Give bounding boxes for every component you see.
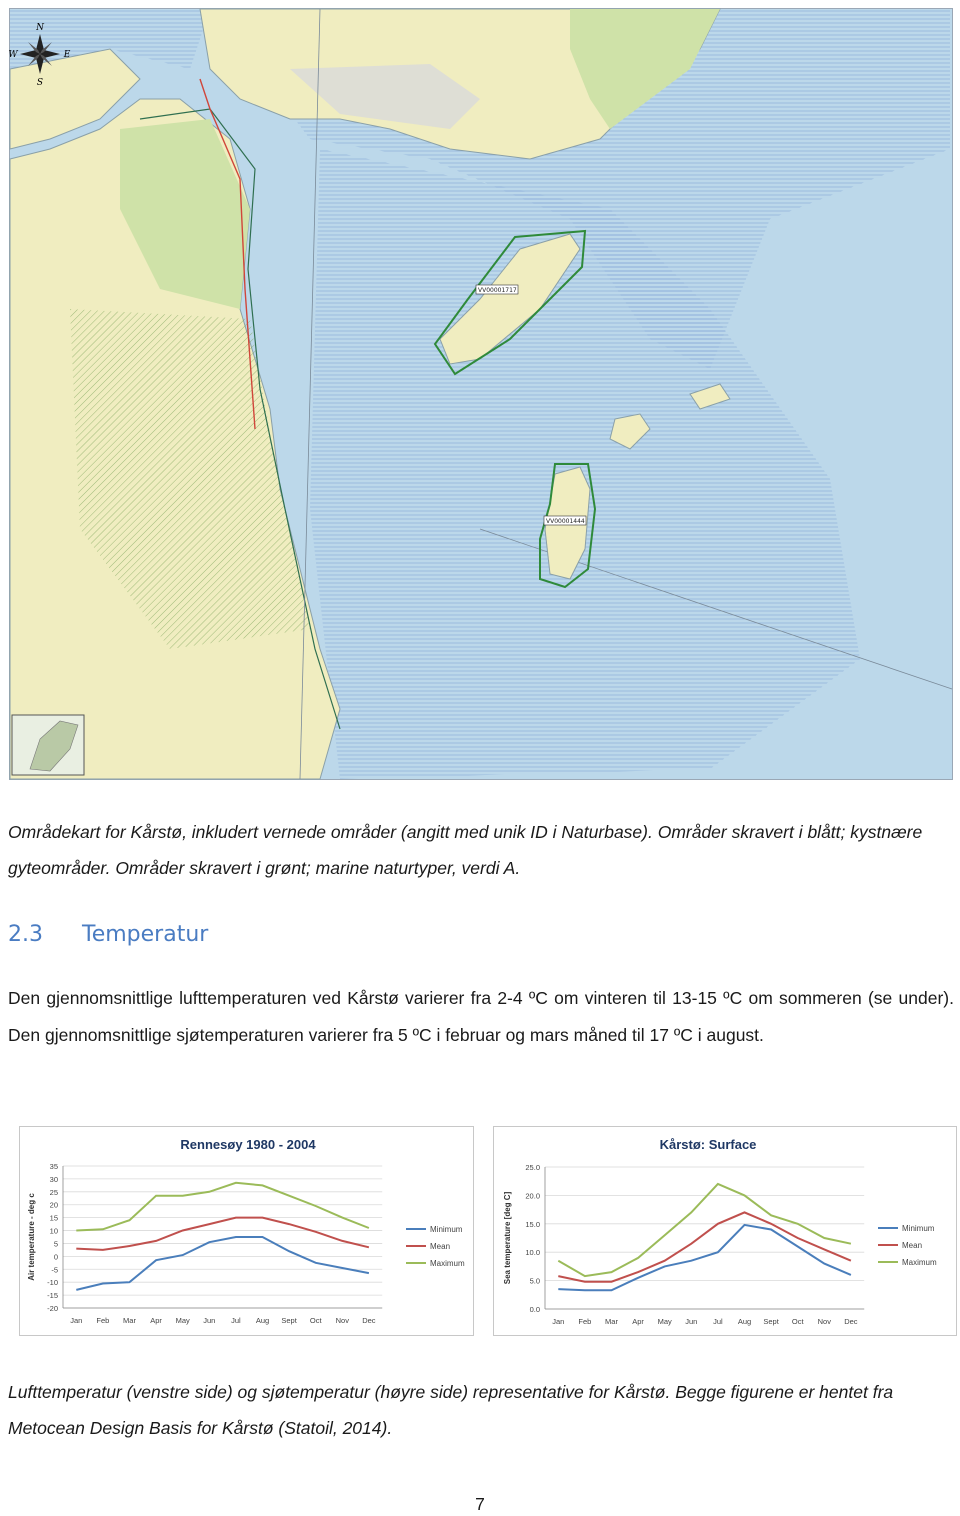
map-caption: Områdekart for Kårstø, inkludert vernede områder (angitt med unik ID i Naturbase). Områder skravert i blått; kystnære gyteområder. Områder skravert i grønt; marine naturtyper, verdi A. xyxy=(8,822,923,878)
x-tick-label: Nov xyxy=(817,1317,831,1326)
x-tick-label: Sept xyxy=(281,1316,297,1325)
legend-label: Maximum xyxy=(430,1259,465,1268)
y-axis-label: Air temperature - deg c xyxy=(27,1193,36,1281)
svg-text:N: N xyxy=(36,23,44,33)
area-map xyxy=(9,8,953,780)
x-tick-label: Jul xyxy=(231,1316,241,1325)
x-tick-label: Apr xyxy=(150,1316,162,1325)
x-tick-label: Sept xyxy=(763,1317,779,1326)
air-temperature-chart xyxy=(19,1126,474,1336)
x-tick-label: Jun xyxy=(685,1317,698,1326)
x-tick-label: Feb xyxy=(578,1317,592,1326)
x-tick-label: May xyxy=(657,1317,672,1326)
x-tick-label: May xyxy=(175,1316,190,1325)
x-tick-label: Mar xyxy=(123,1316,136,1325)
x-tick-label: Dec xyxy=(362,1316,376,1325)
section-title: Temperatur xyxy=(82,922,209,947)
y-tick-label: 10.0 xyxy=(525,1248,540,1258)
y-tick-label: 30 xyxy=(49,1174,58,1184)
y-tick-label: 20.0 xyxy=(525,1191,540,1201)
page-number: 7 xyxy=(475,1494,485,1514)
y-tick-label: -5 xyxy=(51,1265,58,1275)
sea-temperature-chart-svg xyxy=(494,1127,956,1335)
x-tick-label: Dec xyxy=(844,1317,858,1326)
x-tick-label: Jul xyxy=(713,1317,723,1326)
y-tick-label: 20 xyxy=(49,1200,58,1210)
y-tick-label: 25.0 xyxy=(525,1163,540,1172)
x-tick-label: Feb xyxy=(96,1316,110,1325)
svg-text:E: E xyxy=(63,50,71,60)
y-tick-label: 0.0 xyxy=(529,1305,540,1314)
legend-label: Maximum xyxy=(902,1258,937,1267)
series-line-maximum xyxy=(558,1184,851,1276)
section-heading xyxy=(8,922,208,947)
legend-label: Mean xyxy=(430,1242,451,1251)
svg-text:W: W xyxy=(8,50,18,60)
x-tick-label: Oct xyxy=(309,1316,322,1325)
map-canvas xyxy=(10,9,952,779)
y-tick-label: 5 xyxy=(53,1239,58,1249)
y-tick-label: -15 xyxy=(47,1291,58,1301)
y-tick-label: 35 xyxy=(49,1162,58,1171)
legend-label: Minimum xyxy=(902,1224,935,1233)
y-tick-label: -20 xyxy=(47,1304,58,1313)
x-tick-label: Mar xyxy=(605,1317,618,1326)
series-line-maximum xyxy=(76,1183,369,1231)
x-tick-label: Aug xyxy=(737,1317,752,1326)
y-tick-label: 15 xyxy=(49,1213,58,1223)
legend-label: Mean xyxy=(902,1241,923,1250)
svg-text:VV00001444: VV00001444 xyxy=(546,518,585,525)
x-tick-label: Nov xyxy=(335,1316,349,1325)
y-tick-label: 25 xyxy=(49,1187,58,1197)
x-tick-label: Jan xyxy=(70,1316,83,1325)
y-tick-label: 0 xyxy=(53,1252,58,1262)
svg-text:VV00001717: VV00001717 xyxy=(478,287,517,294)
body-paragraph: Den gjennomsnittlige lufttemperaturen ved Kårstø varierer fra 2-4 ºC om vinteren til 13-15 ºC om sommeren (se under). Den gjennomsnittlige sjøtemperaturen varierer fra 5 ºC i februar og mars måned til 17 ºC i august. xyxy=(8,988,954,1045)
air-temperature-chart-svg xyxy=(20,1127,473,1335)
y-tick-label: 15.0 xyxy=(525,1219,540,1229)
legend-label: Minimum xyxy=(430,1225,463,1234)
chart-title: Rennesøy 1980 - 2004 xyxy=(180,1137,316,1152)
area-id-label-2 xyxy=(544,516,586,525)
area-id-label-1 xyxy=(476,285,518,294)
svg-text:S: S xyxy=(36,78,44,88)
y-tick-label: 10 xyxy=(49,1226,58,1236)
y-tick-label: -10 xyxy=(47,1278,58,1288)
x-tick-label: Aug xyxy=(255,1316,270,1325)
sea-temperature-chart xyxy=(493,1126,957,1336)
charts-caption: Lufttemperatur (venstre side) og sjøtemperatur (høyre side) representative for Kårstø. Begge figurene er hentet fra Metocean Design Basis for Kårstø (Statoil, 2014). xyxy=(8,1382,894,1438)
y-tick-label: 5.0 xyxy=(529,1276,540,1286)
x-tick-label: Oct xyxy=(791,1317,804,1326)
x-tick-label: Jan xyxy=(552,1317,565,1326)
series-line-mean xyxy=(558,1212,851,1281)
x-tick-label: Jun xyxy=(203,1316,216,1325)
x-tick-label: Apr xyxy=(632,1317,644,1326)
section-number: 2.3 xyxy=(8,922,43,947)
chart-title: Kårstø: Surface xyxy=(659,1137,757,1152)
y-axis-label: Sea temperature [deg C] xyxy=(503,1191,512,1285)
